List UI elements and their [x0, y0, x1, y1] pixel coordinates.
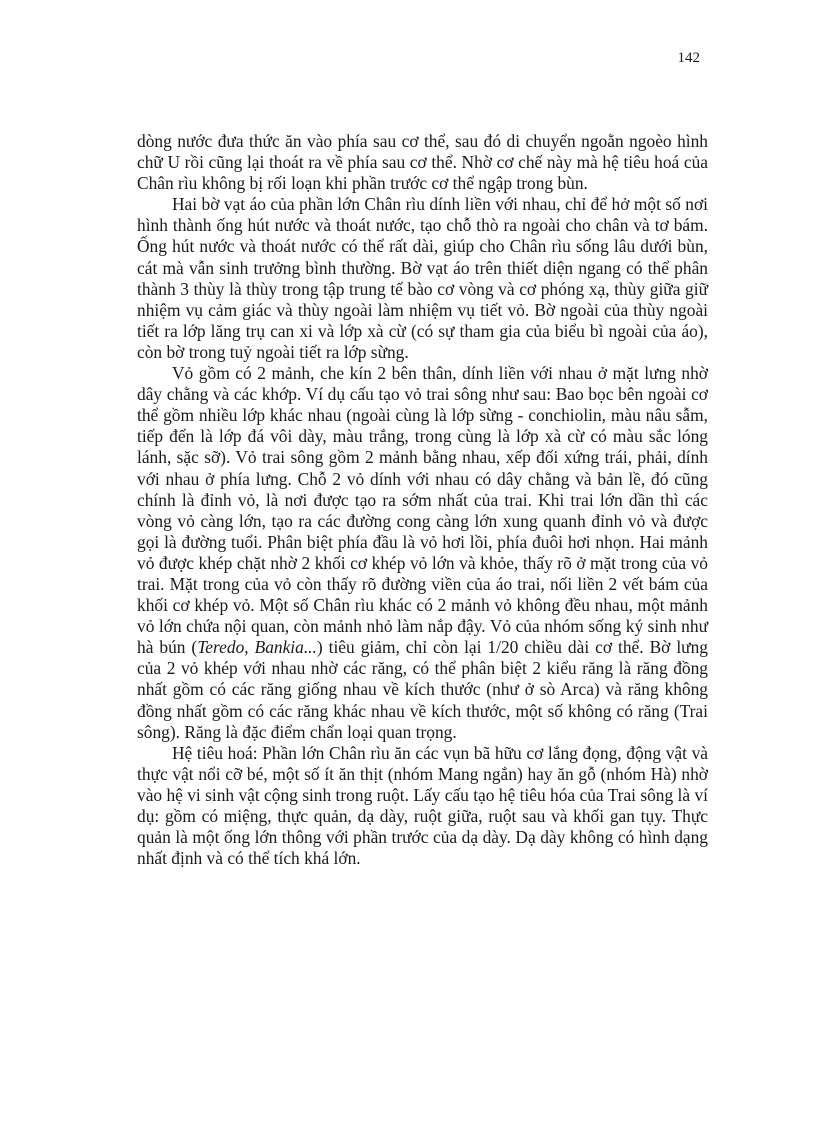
italic-taxon-names: Teredo, Bankia...	[197, 637, 317, 658]
paragraph	[137, 131, 708, 194]
paragraph	[137, 194, 708, 363]
paragraph	[137, 743, 708, 870]
paragraph-text: dòng nước đưa thức ăn vào phía sau cơ thể, sau đó di chuyển ngoằn ngoèo hình chữ U rồi cũng lại thoát ra về phía sau cơ thể. Nhờ cơ chế này mà hệ tiêu hoá của Chân rìu không bị rối loạn khi phần trước cơ thể ngập trong bùn.	[137, 131, 708, 194]
page-body	[137, 131, 708, 869]
paragraph	[137, 363, 708, 743]
paragraph-text: Hệ tiêu hoá: Phần lớn Chân rìu ăn các vụn bã hữu cơ lắng đọng, động vật và thực vật nổi cỡ bé, một số ít ăn thịt (nhóm Mang ngắn) hay ăn gỗ (nhóm Hà) nhờ vào hệ vi sinh vật cộng sinh trong ruột. Lấy cấu tạo hệ tiêu hóa của Trai sông là ví dụ: gồm có miệng, thực quản, dạ dày, ruột giữa, ruột sau và khối gan tụy. Thực quản là một ống lớn thông với phần trước của dạ dày. Dạ dày không có hình dạng nhất định và có thể tích khá lớn.	[137, 742, 708, 869]
paragraph-text: Hai bờ vạt áo của phần lớn Chân rìu dính liền với nhau, chỉ để hở một số nơi hình thành ống hút nước và thoát nước, tạo chỗ thò ra ngoài cho chân và tơ bám. Ống hút nước và thoát nước có thể rất dài, giúp cho Chân rìu sống lâu dưới bùn, cát mà vẫn sinh trưởng bình thường. Bờ vạt áo trên thiết diện ngang có thể phân thành 3 thùy là thùy trong tập trung tế bào cơ vòng và cơ phóng xạ, thùy giữa giữ nhiệm vụ cảm giác và thùy ngoài làm nhiệm vụ tiết vỏ. Bờ ngoài của thùy ngoài tiết ra lớp lăng trụ can xi và lớp xà cừ (có sự tham gia của biểu bì ngoài của áo), còn bờ trong tuỷ ngoài tiết ra lớp sừng.	[137, 194, 708, 362]
paragraph-text: ) tiêu giảm, chỉ còn lại 1/20 chiều dài cơ thể. Bờ lưng của 2 vỏ khép với nhau nhờ các răng, có thể phân biệt 2 kiểu răng là răng đồng nhất gồm có các răng giống nhau về kích thước (như ở sò Arca) và răng không đồng nhất gồm có các răng khác nhau về kích thước, một số không có răng (Trai sông). Răng là đặc điểm chẩn loại quan trọng.	[137, 637, 708, 742]
paragraph-text: Vỏ gồm có 2 mảnh, che kín 2 bên thân, dính liền với nhau ở mặt lưng nhờ dây chằng và các khớp. Ví dụ cấu tạo vỏ trai sông như sau: Bao bọc bên ngoài cơ thể gồm nhiều lớp khác nhau (ngoài cùng là lớp sừng - conchiolin, màu nâu sẫm, tiếp đến là lớp đá vôi dày, màu trắng, trong cùng là lớp xà cừ có màu sắc lóng lánh, sặc sỡ). Vỏ trai sông gồm 2 mảnh bằng nhau, xếp đối xứng trái, phải, dính với nhau ở phía lưng. Chỗ 2 vỏ dính với nhau có dây chằng và bản lề, đó cũng chính là đỉnh vỏ, là nơi được tạo ra sớm nhất của trai. Khi trai lớn dần thì các vòng vỏ càng lớn, tạo ra các đường cong càng lớn xung quanh đỉnh vỏ và được gọi là đường tuổi. Phân biệt phía đầu là vỏ hơi lồi, phía đuôi hơi nhọn. Hai mảnh vỏ được khép chặt nhờ 2 khối cơ khép vỏ lớn và khỏe, thấy rõ ở mặt trong của vỏ trai. Mặt trong của vỏ còn thấy rõ đường viền của áo trai, nối liền 2 vết bám của khối cơ khép vỏ. Một số Chân rìu khác có 2 mảnh vỏ không đều nhau, một mảnh vỏ lớn chứa nội quan, còn mảnh nhỏ làm nắp đậy. Vỏ của nhóm sống ký sinh như hà bún (	[137, 363, 708, 658]
page-number: 142	[677, 50, 700, 66]
